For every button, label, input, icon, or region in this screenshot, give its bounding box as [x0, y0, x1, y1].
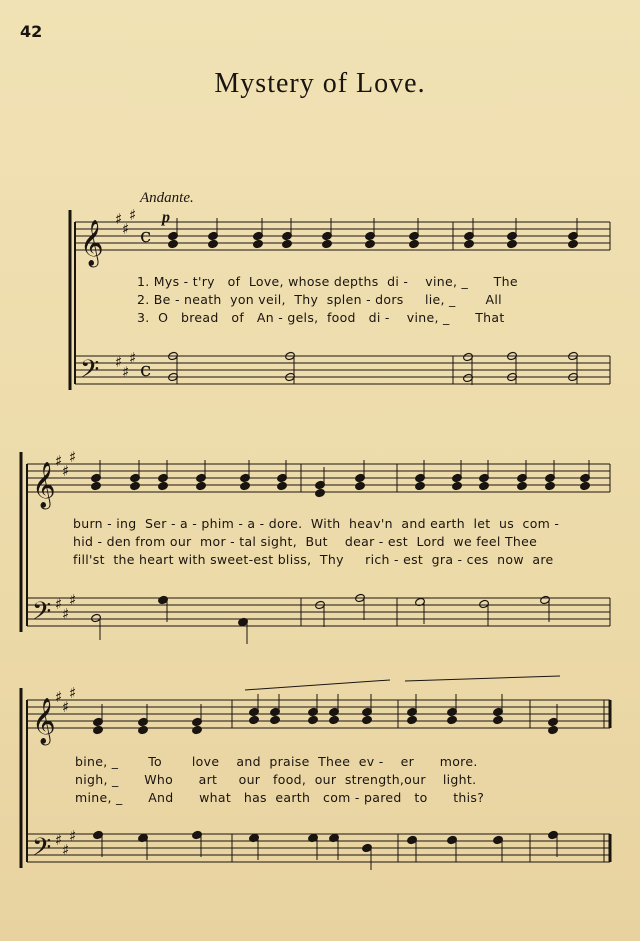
- sharp-sign: ♯: [55, 688, 63, 706]
- sharp-sign: ♯: [129, 349, 137, 367]
- sharp-sign: ♯: [69, 827, 77, 845]
- system3-verse2: nigh, _ Who art our food, our strength,our light.: [75, 772, 477, 787]
- treble-clef: 𝄞: [32, 698, 56, 744]
- system2-verse3: fill'st the heart with sweet-est bliss, Thy rich - est gra - ces now are: [73, 552, 554, 567]
- sharp-sign: ♯: [122, 363, 130, 381]
- system2-verse1: burn - ing Ser - a - phim - a - dore. With heav'n and earth let us com -: [73, 516, 560, 531]
- note-head: [407, 715, 418, 724]
- note-head: [415, 481, 426, 490]
- note-head: [130, 481, 141, 490]
- sharp-sign: ♯: [69, 448, 77, 466]
- note-head: [208, 239, 219, 248]
- note-head: [409, 239, 420, 248]
- note-head: [362, 715, 373, 724]
- note-head: [277, 481, 288, 490]
- system1-verse1: 1. Mys - t'ry of Love, whose depths di - vine, _ The: [137, 274, 518, 289]
- sharp-sign: ♯: [69, 684, 77, 702]
- note-head: [580, 481, 591, 490]
- note-head: [464, 239, 475, 248]
- note-head: [249, 715, 260, 724]
- note-head: [270, 715, 281, 724]
- sharp-sign: ♯: [55, 831, 63, 849]
- bass-clef: 𝄢: [32, 833, 52, 868]
- sharp-sign: ♯: [115, 353, 123, 371]
- system3-verse1: bine, _ To love and praise Thee ev - er more.: [75, 754, 478, 769]
- note-head: [240, 481, 251, 490]
- sharp-sign: ♯: [62, 841, 70, 859]
- sharp-sign: ♯: [115, 210, 123, 228]
- sharp-sign: ♯: [55, 452, 63, 470]
- note-head: [329, 715, 340, 724]
- time-signature: c: [140, 223, 152, 247]
- decrescendo-line: [405, 676, 560, 681]
- crescendo-line: [245, 680, 390, 690]
- note-head: [91, 481, 102, 490]
- note-head: [545, 481, 556, 490]
- note-head: [282, 239, 293, 248]
- sharp-sign: ♯: [55, 595, 63, 613]
- note-head: [452, 481, 463, 490]
- note-head: [355, 481, 366, 490]
- bass-clef: 𝄢: [80, 355, 100, 390]
- system1-verse3: 3. O bread of An - gels, food di - vine, _ That: [137, 310, 505, 325]
- note-head: [168, 239, 179, 248]
- sharp-sign: ♯: [69, 591, 77, 609]
- note-head: [447, 715, 458, 724]
- note-head: [548, 725, 559, 734]
- note-head: [192, 725, 203, 734]
- note-head: [253, 239, 264, 248]
- tempo-marking: Andante.: [140, 190, 194, 206]
- note-head: [138, 725, 149, 734]
- note-head: [493, 715, 504, 724]
- sharp-sign: ♯: [62, 698, 70, 716]
- note-head: [322, 239, 333, 248]
- system1-verse2: 2. Be - neath yon veil, Thy splen - dors lie, _ All: [137, 292, 502, 307]
- hymn-title: Mystery of Love.: [214, 68, 426, 99]
- note-head: [196, 481, 207, 490]
- note-head: [507, 239, 518, 248]
- note-head: [315, 488, 326, 497]
- time-signature: c: [140, 357, 152, 381]
- note-head: [568, 239, 579, 248]
- system3-verse3: mine, _ And what has earth com - pared to this?: [75, 790, 485, 805]
- page-number: 42: [20, 22, 43, 41]
- sharp-sign: ♯: [122, 220, 130, 238]
- note-head: [93, 725, 104, 734]
- dynamic-piano: p: [162, 209, 170, 226]
- treble-clef: 𝄞: [80, 220, 104, 266]
- bass-clef: 𝄢: [32, 597, 52, 632]
- note-head: [308, 715, 319, 724]
- treble-clef: 𝄞: [32, 462, 56, 508]
- sharp-sign: ♯: [62, 462, 70, 480]
- note-head: [365, 239, 376, 248]
- note-head: [517, 481, 528, 490]
- sharp-sign: ♯: [129, 206, 137, 224]
- sharp-sign: ♯: [62, 605, 70, 623]
- note-head: [479, 481, 490, 490]
- note-head: [158, 481, 169, 490]
- system2-verse2: hid - den from our mor - tal sight, But dear - est Lord we feel Thee: [73, 534, 538, 549]
